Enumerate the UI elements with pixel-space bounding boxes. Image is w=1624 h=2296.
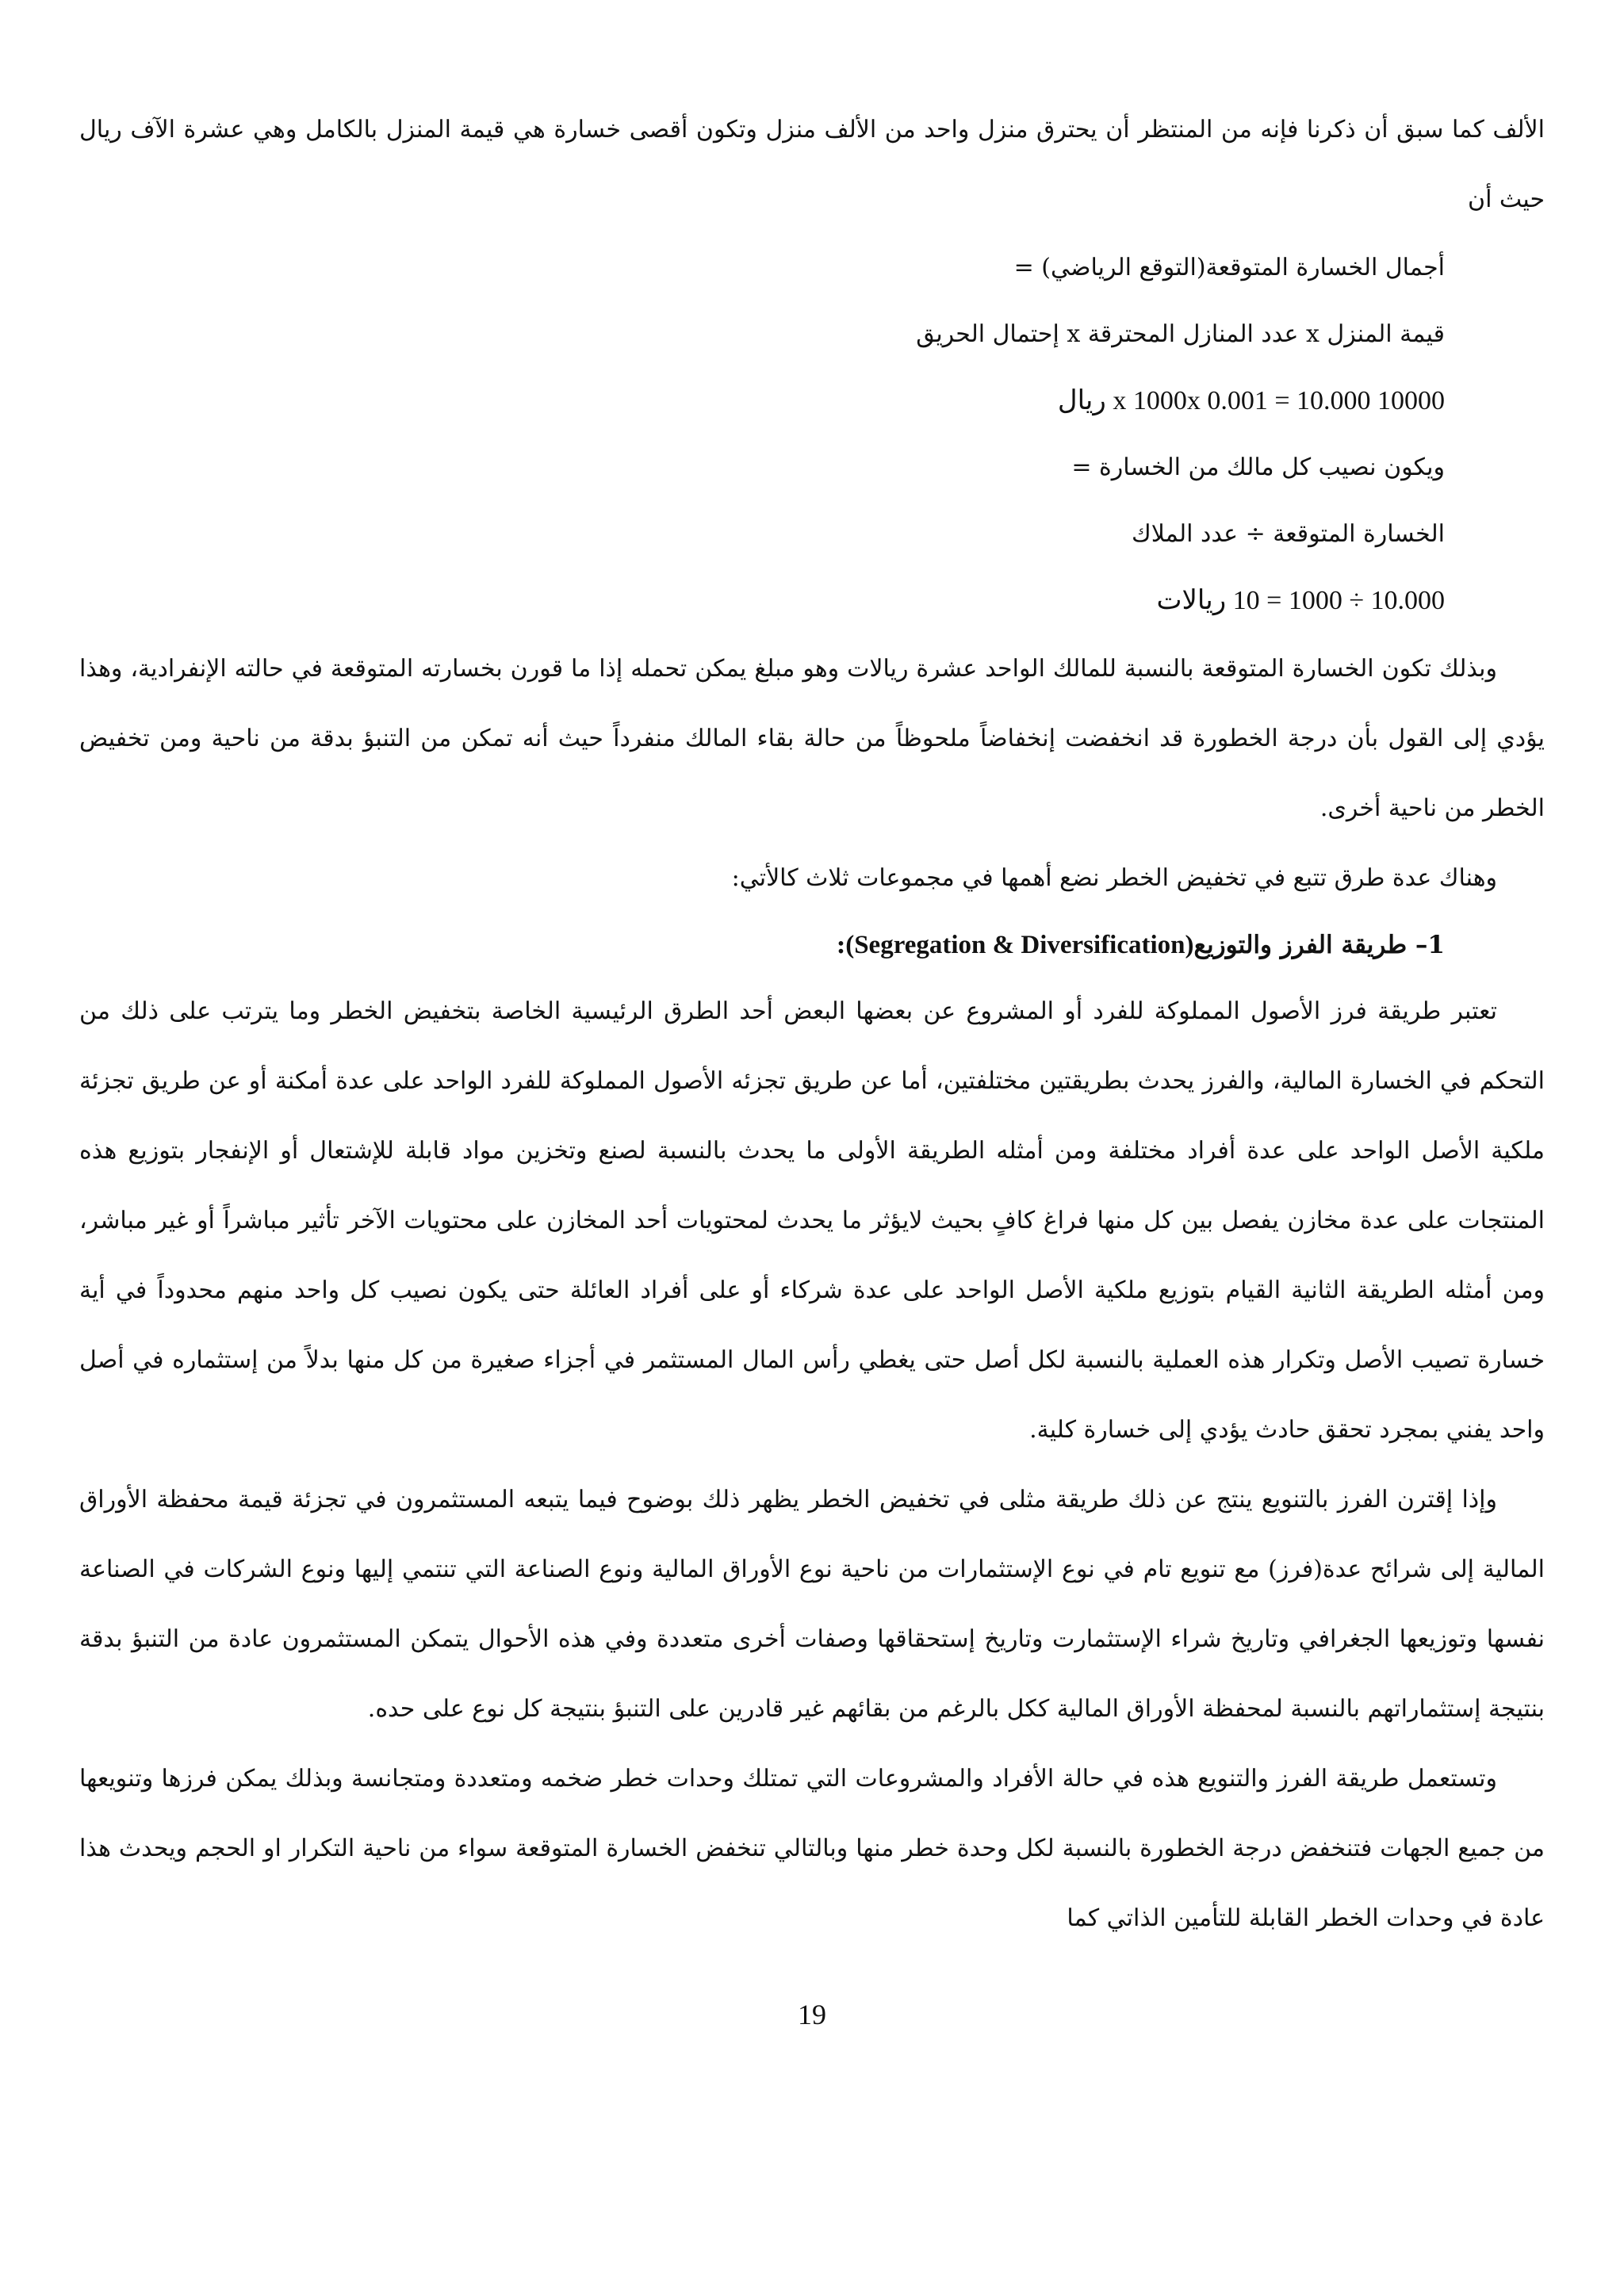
calculation-block (79, 235, 1445, 634)
document-page (79, 95, 1545, 1954)
paragraph-segregation: تعتبر طريقة فرز الأصول المملوكة للفرد أو المشروع عن بعضها البعض أحد الطرق الرئيسية الخاصة بتخفيض الخطر وما يترتب على ذلك من التحكم في الخسارة المالية، والفرز يحدث بطريقتين مختلفتين، أما عن طريق تجزئه الأصول المملوكة للفرد الواحد على عدة أمكنة أو عن طريق تجزئة ملكية الأصل الواحد على عدة أفراد مختلفة ومن أمثله الطريقة الأولى ما يحدث بالنسبة لصنع وتخزين مواد قابلة للإشتعال أو الإنفجار بتوزيع هذه المنتجات على عدة مخازن يفصل بين كل منها فراغ كافٍ بحيث لايؤثر ما يحدث لمحتويات أحد المخازن على محتويات الآخر تأثير مباشراً أو غير مباشر، ومن أمثله الطريقة الثانية القيام بتوزيع ملكية الأصل الواحد على عدة شركاء أو على أفراد العائلة حتى يكون نصيب كل واحد منهم محدوداً في أية خسارة تصيب الأصل وتكرار هذه العملية بالنسبة لكل أصل حتى يغطي رأس المال المستثمر في أجزاء صغيرة من كل منها بدلاً من إستثماره في أصل واحد يفني بمجرد تحقق حادث يؤدي إلى خسارة كلية. (79, 997, 1545, 1444)
calc-line-3: 10000 x 1000x 0.001 = 10.000 ريال (1057, 386, 1445, 415)
paragraph-conclusion: وبذلك تكون الخسارة المتوقعة بالنسبة للمالك الواحد عشرة ريالات وهو مبلغ يمكن تحمله إذا ما قورن بخسارته المتوقعة في حالته الإنفرادية، وهذا يؤدي إلى القول بأن درجة الخطورة قد انخفضت إنخفاضاً ملحوظاً من حالة بقاء المالك منفرداً حيث أنه تمكن من التنبؤ بدقة من ناحية ومن تخفيض الخطر من ناحية أخرى. (79, 655, 1545, 822)
paragraph-usage: وتستعمل طريقة الفرز والتنويع هذه في حالة الأفراد والمشروعات التي تمتلك وحدات خطر ضخمه ومتعددة ومتجانسة وبذلك يمكن فرزها وتنويعها من جميع الجهات فتنخفض درجة الخطورة بالنسبة لكل وحدة خطر منها وبالتالي تنخفض الخسارة المتوقعة سواء من ناحية التكرار او الحجم ويحدث هذا عادة في وحدات الخطر القابلة للتأمين الذاتي كما (79, 1765, 1545, 1932)
paragraph-intro: الألف كما سبق أن ذكرنا فإنه من المنتظر أن يحترق منزل واحد من الألف منزل وتكون أقصى خسارة هي قيمة المنزل بالكامل وهي عشرة الآف ريال حيث أن (79, 116, 1545, 213)
paragraph-methods-intro: وهناك عدة طرق تتبع في تخفيض الخطر نضع أهمها في مجموعات ثلاث كالأتي: (731, 864, 1497, 892)
calc-line-5: الخسارة المتوقعة ÷ عدد الملاك (1132, 520, 1445, 548)
calc-line-4: ويكون نصيب كل مالك من الخسارة = (1071, 453, 1445, 481)
section-heading-english: (Segregation & Diversification) (845, 931, 1194, 959)
calc-line-6: 10.000 ÷ 1000 = 10 ريالات (1156, 586, 1445, 615)
section-heading-colon: : (836, 931, 846, 959)
calc-line-2: قيمة المنزل x عدد المنازل المحترقة x إحتمال الحريق (916, 320, 1445, 348)
paragraph-diversification: وإذا إقترن الفرز بالتنويع ينتج عن ذلك طريقة مثلى في تخفيض الخطر يظهر ذلك بوضوح فيما يتبعه المستثمرون في تجزئة قيمة محفظة الأوراق المالية إلى شرائح عدة(فرز) مع تنويع تام في نوع الإستثمارات من ناحية نوع الأوراق المالية ونوع الصناعة التي تنتمي إليها ونوع الشركات في الصناعة نفسها وتوزيعها الجغرافي وتاريخ شراء الإستثمارت وتاريخ إستحقاقها وصفات أخرى متعددة وفي هذه الأحوال يتمكن المستثمرون عادة من التنبؤ بدقة بنتيجة إستثماراتهم بالنسبة لمحفظة الأوراق المالية ككل بالرغم من بقائهم غير قادرين على التنبؤ بنتيجة كل نوع على حده. (79, 1486, 1545, 1723)
section-heading (79, 913, 1445, 977)
page-number: 19 (798, 1999, 826, 2030)
section-heading-arabic: 1– طريقة الفرز والتوزيع (1193, 931, 1445, 959)
calc-line-1: أجمال الخسارة المتوقعة(التوقع الرياضي) = (1013, 254, 1445, 281)
